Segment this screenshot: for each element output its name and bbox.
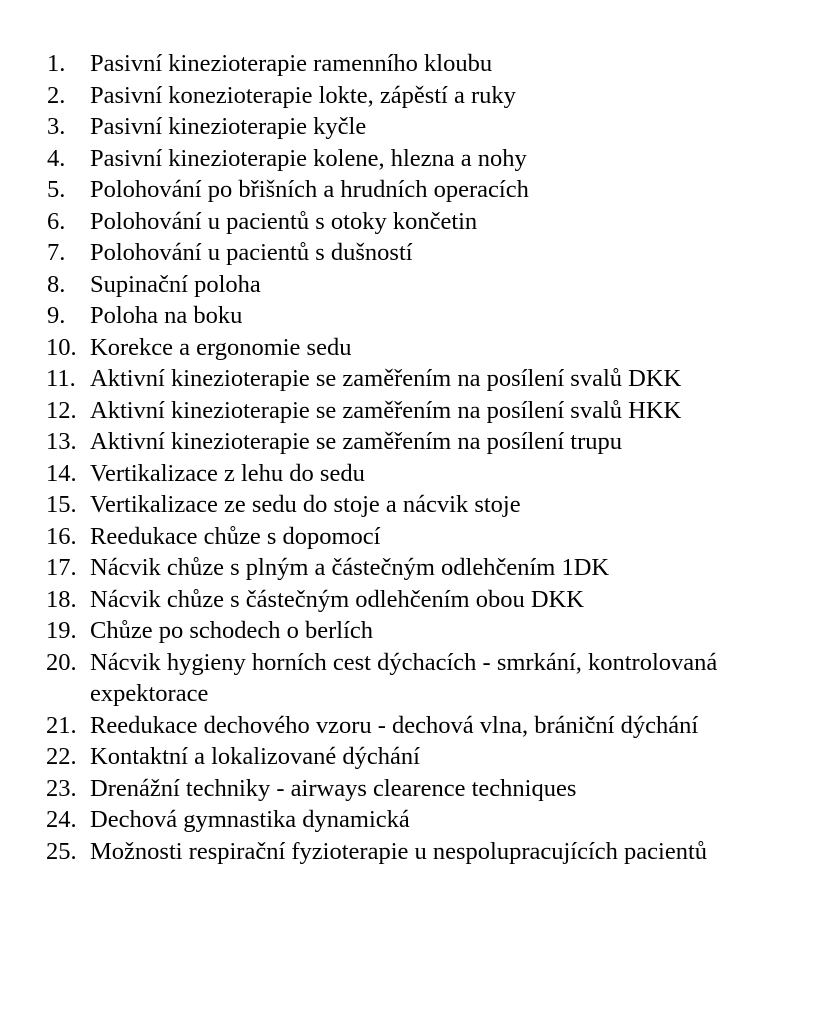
item-text: Nácvik chůze s plným a částečným odlehčením 1DK: [90, 554, 610, 581]
item-text: Supinační poloha: [90, 270, 261, 298]
item-text: Pasivní konezioterapie lokte, zápěstí a ruky: [90, 81, 516, 109]
list-item: [0, 458, 828, 490]
item-text: Chůze po schodech o berlích: [90, 617, 374, 644]
list-item: [0, 48, 828, 80]
item-number: 23.: [46, 774, 77, 802]
item-number: 2.: [47, 81, 66, 109]
list-item: [0, 363, 828, 395]
item-text: Polohování u pacientů s dušností: [90, 239, 413, 266]
item-number: 22.: [46, 743, 77, 770]
list-item: [0, 647, 828, 710]
item-text: Možnosti respirační fyzioterapie u nespolupracujících pacientů: [90, 837, 708, 865]
item-text: Nácvik hygieny horních cest dýchacích - smrkání, kontrolovaná expektorace: [90, 648, 718, 707]
item-text: Reedukace chůze s dopomocí: [90, 522, 381, 550]
list-item: [0, 521, 828, 553]
list-item: [0, 237, 828, 269]
item-text: Nácvik chůze s částečným odlehčením obou DKK: [90, 585, 584, 613]
item-text: Polohování po břišních a hrudních operacích: [90, 176, 529, 203]
list-item: [0, 174, 828, 206]
item-number: 7.: [47, 239, 66, 266]
list-item: [0, 332, 828, 364]
list-item: [0, 426, 828, 458]
item-text: Reedukace dechového vzoru - dechová vlna, brániční dýchání: [90, 711, 699, 739]
item-number: 13.: [46, 428, 77, 455]
item-number: 20.: [46, 648, 77, 676]
list-item: [0, 395, 828, 427]
item-text: Drenážní techniky - airways clearence techniques: [90, 774, 577, 802]
list-item: [0, 584, 828, 616]
item-number: 6.: [47, 207, 66, 235]
item-number: 11.: [46, 365, 76, 392]
item-number: 4.: [47, 144, 66, 172]
item-text: Dechová gymnastika dynamická: [90, 806, 410, 833]
list-item: [0, 710, 828, 742]
item-number: 18.: [46, 585, 77, 613]
item-text: Aktivní kinezioterapie se zaměřením na posílení svalů DKK: [90, 365, 682, 392]
item-number: 16.: [46, 522, 77, 550]
item-number: 5.: [47, 176, 66, 203]
list-item: [0, 489, 828, 521]
item-number: 3.: [47, 113, 66, 140]
list-item: [0, 206, 828, 238]
list-item: [0, 300, 828, 332]
item-number: 15.: [46, 491, 77, 518]
list-item: [0, 111, 828, 143]
item-text: Polohování u pacientů s otoky končetin: [90, 207, 478, 235]
list-item: [0, 80, 828, 112]
item-text: Vertikalizace z lehu do sedu: [90, 459, 365, 487]
item-number: 24.: [46, 806, 77, 833]
list-item: [0, 741, 828, 773]
list-item: [0, 804, 828, 836]
numbered-list: [0, 48, 828, 867]
item-number: 1.: [47, 50, 66, 77]
list-item: [0, 269, 828, 301]
list-item: [0, 836, 828, 868]
item-text: Poloha na boku: [90, 302, 243, 329]
list-item: [0, 552, 828, 584]
item-text: Korekce a ergonomie sedu: [90, 333, 352, 361]
item-number: 25.: [46, 837, 77, 865]
list-item: [0, 773, 828, 805]
item-number: 12.: [46, 396, 77, 424]
item-number: 14.: [46, 459, 77, 487]
item-number: 10.: [46, 333, 77, 361]
item-number: 9.: [47, 302, 66, 329]
list-item: [0, 615, 828, 647]
item-text: Vertikalizace ze sedu do stoje a nácvik stoje: [90, 491, 521, 518]
item-number: 19.: [46, 617, 77, 644]
item-text: Pasivní kinezioterapie kolene, hlezna a nohy: [90, 144, 527, 172]
list-item: [0, 143, 828, 175]
item-text: Aktivní kinezioterapie se zaměřením na posílení trupu: [90, 428, 623, 455]
item-number: 8.: [47, 270, 66, 298]
item-text: Kontaktní a lokalizované dýchání: [90, 743, 420, 770]
item-text: Aktivní kinezioterapie se zaměřením na posílení svalů HKK: [90, 396, 682, 424]
item-number: 17.: [46, 554, 77, 581]
item-text: Pasivní kinezioterapie ramenního kloubu: [90, 50, 493, 77]
item-text: Pasivní kinezioterapie kyčle: [90, 113, 367, 140]
item-number: 21.: [46, 711, 77, 739]
